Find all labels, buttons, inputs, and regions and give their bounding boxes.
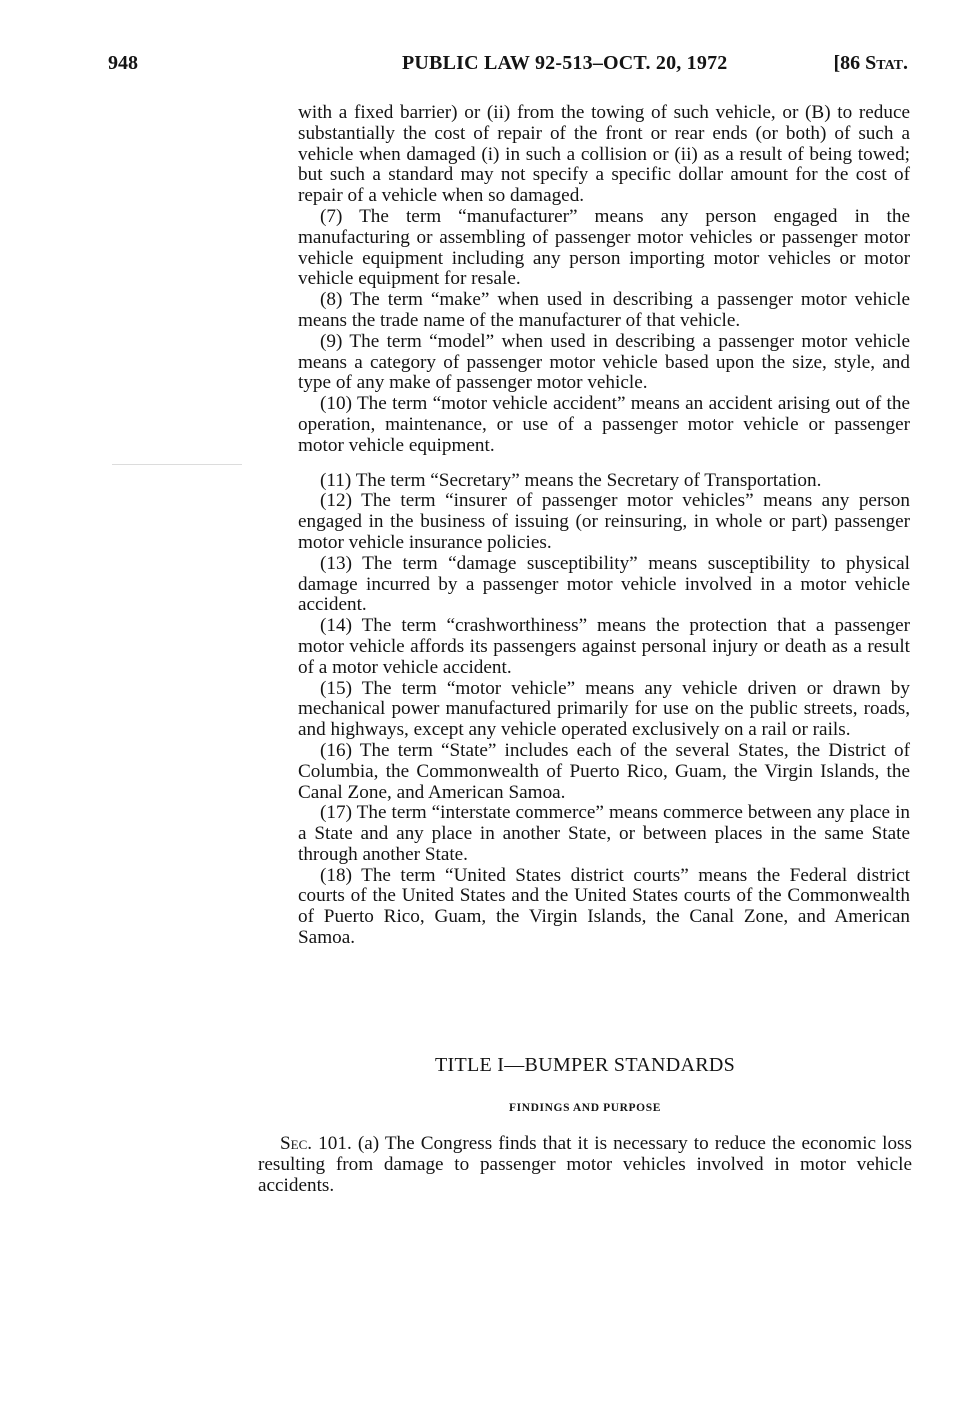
definition-model: (9) The term “model” when used in describing a passenger motor vehicle means a category of passenger motor vehicle based upon the size, style, and type of any make of passenger motor vehicle. [298,330,910,394]
definition-motor-vehicle-accident: (10) The term “motor vehicle accident” means an accident arising out of the operation, maintenance, or use of a passenger motor vehicle or passenger motor vehicle equipment. [298,393,910,456]
definitions-body [298,103,910,949]
statute-reference [833,52,908,75]
definition-insurer: (12) The term “insurer of passenger motor vehicles” means any person engaged in the business of issuing (or reinsuring, in whole or part) passenger motor vehicle insurance policies. [298,490,910,553]
stat-open: [86 [833,52,866,74]
section-101-paragraph [258,1134,912,1196]
definition-make: (8) The term “make” when used in describing a passenger motor vehicle means the trade name of the manufacturer of that vehicle. [298,289,910,331]
definition-crashworthiness: (14) The term “crashworthiness” means the protection that a passenger motor vehicle affords its passengers against personal injury or death as a result of a motor vehicle accident. [298,615,910,678]
section-subheading: FINDINGS AND PURPOSE [509,1102,661,1114]
title-heading: TITLE I—BUMPER STANDARDS [434,1054,736,1076]
page-header [108,52,908,82]
paragraph-continuation: with a fixed barrier) or (ii) from the towing of such vehicle, or (B) to reduce substantially the cost of repair of the front or rear ends (or both) of such a vehicle when damaged (i) in such a collision or (ii) as a result of being towed; but such a standard may not specify a specific dollar amount for the cost of repair of a vehicle when so damaged. [298,102,910,207]
stat-close: . [903,52,908,74]
definition-damage-susceptibility: (13) The term “damage susceptibility” means susceptibility to physical damage incurred by a passenger motor vehicle involved in a motor vehicle accident. [298,552,910,616]
running-title: PUBLIC LAW 92-513–OCT. 20, 1972 [402,52,728,74]
section-label: Sec. [280,1133,313,1154]
definition-motor-vehicle: (15) The term “motor vehicle” means any vehicle driven or drawn by mechanical power manufactured primarily for use on the public streets, roads, and highways, except any vehicle operated exclusively on a rail or rails. [298,677,910,741]
section-101 [258,1134,912,1196]
bleed-through-rule [112,464,242,465]
definition-secretary: (11) The term “Secretary” means the Secretary of Transportation. [320,469,822,491]
definition-district-courts: (18) The term “United States district courts” means the Federal district courts of the United States and the United States courts of the Commonwealth of Puerto Rico, Guam, the Virgin Islands, the Canal Zone, and American Samoa. [298,864,910,949]
section-text: 101. (a) The Congress finds that it is necessary to reduce the economic loss resulting from damage to passenger motor vehicles involved in motor vehicle accidents. [258,1133,912,1196]
definition-state: (16) The term “State” includes each of the several States, the District of Columbia, the Commonwealth of Puerto Rico, Guam, the Virgin Islands, the Canal Zone, and American Samoa. [298,739,910,803]
stat-label: Stat [865,52,903,74]
page-number: 948 [108,52,138,74]
definition-manufacturer: (7) The term “manufacturer” means any person engaged in the manufacturing or assembling of passenger motor vehicles or passenger motor vehicle equipment including any person importing motor vehicles or motor vehicle equipment for resale. [298,205,910,290]
definition-interstate-commerce: (17) The term “interstate commerce” means commerce between any place in a State and any place in another State, or between places in the same State through another State. [298,802,910,865]
